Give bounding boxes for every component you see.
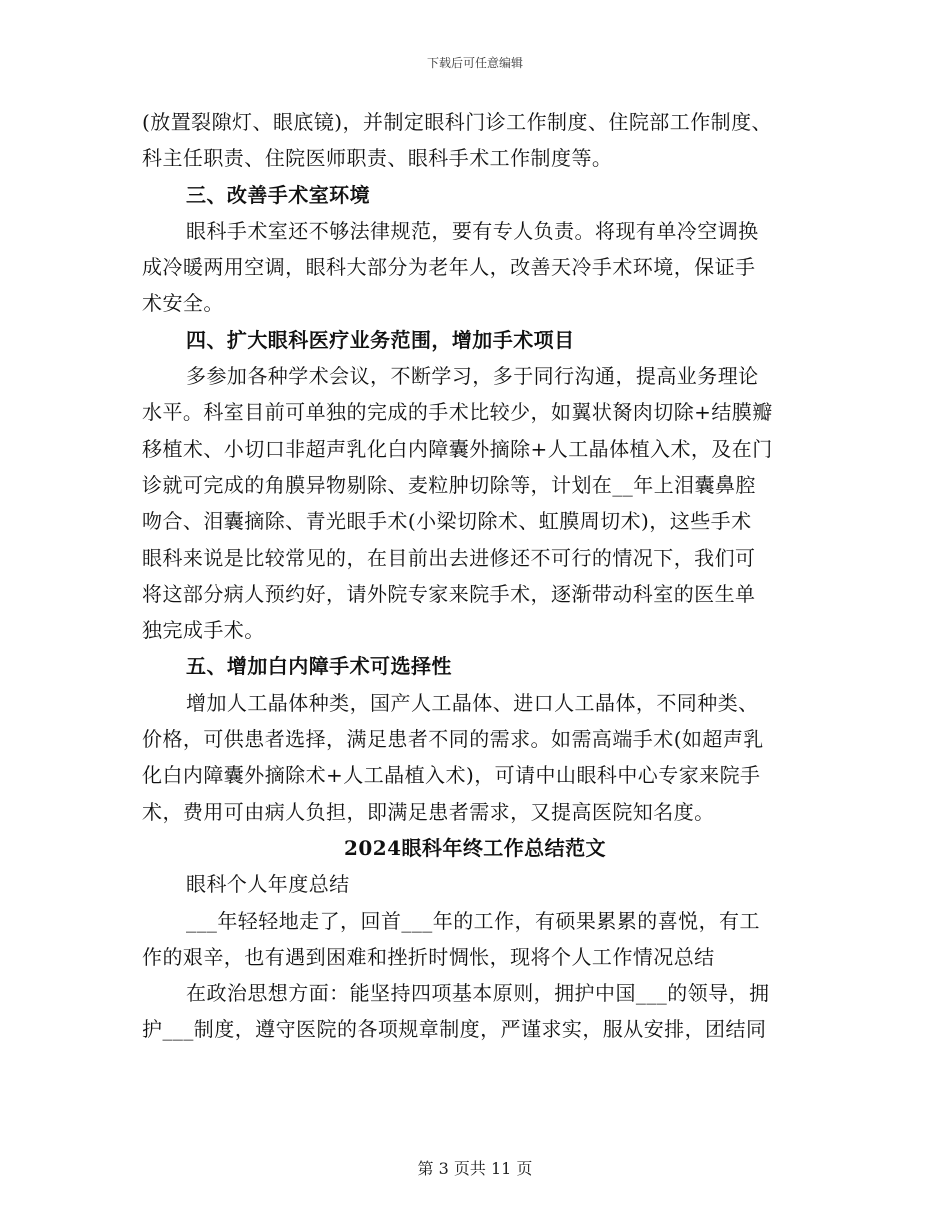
text-line: 术，费用可由病人负担，即满足患者需求，又提高医院知名度。: [142, 799, 715, 824]
text-line: 科主任职责、住院医师职责、眼科手术工作制度等。: [142, 146, 613, 171]
text-line: 吻合、泪囊摘除、青光眼手术(小梁切除术、虹膜周切术)，这些手术: [142, 509, 752, 534]
page-header: 下载后可任意编辑: [426, 56, 523, 70]
section-heading: 五、增加白内障手术可选择性: [186, 654, 452, 679]
text-line: 护___制度，遵守医院的各项规章制度，严谨求实，服从安排，团结同: [142, 1017, 767, 1042]
text-line: 术安全。: [142, 291, 224, 316]
text-line: 诊就可完成的角膜异物剔除、麦粒肿切除等，计划在__年上泪囊鼻腔: [142, 472, 756, 497]
text-line: 将这部分病人预约好，请外院专家来院手术，逐渐带动科室的医生单: [142, 581, 756, 606]
text-line: 作的艰辛，也有遇到困难和挫折时惆怅，现将个人工作情况总结: [142, 944, 715, 969]
section-heading: 四、扩大眼科医疗业务范围，增加手术项目: [186, 327, 575, 352]
text-line: 成冷暖两用空调，眼科大部分为老年人，改善天冷手术环境，保证手: [142, 255, 756, 280]
text-line: 独完成手术。: [142, 618, 265, 643]
text-line: 在政治思想方面：能坚持四项基本原则，拥护中国___的领导，拥: [186, 981, 770, 1006]
page-footer: 第 3 页共 11 页: [417, 1159, 533, 1178]
text-line: 价格，可供患者选择，满足患者不同的需求。如需高端手术(如超声乳: [142, 727, 764, 752]
text-line: 移植术、小切口非超声乳化白内障囊外摘除+人工晶体植入术，及在门: [142, 436, 773, 461]
section-title: 2024眼科年终工作总结范文: [344, 835, 606, 860]
text-line: 化白内障囊外摘除术+人工晶植入术)，可请中山眼科中心专家来院手: [142, 763, 761, 788]
text-line: (放置裂隙灯、眼底镜)，并制定眼科门诊工作制度、住院部工作制度、: [142, 110, 773, 134]
text-line: 眼科来说是比较常见的，在目前出去进修还不可行的情况下，我们可: [142, 545, 756, 570]
text-line: ___年轻轻地走了，回首___年的工作，有硕果累累的喜悦，有工: [186, 908, 760, 933]
document-body: [142, 104, 808, 1048]
text-line: 眼科手术室还不够法律规范，要有专人负责。将现有单冷空调换: [186, 218, 759, 243]
section-heading: 三、改善手术室环境: [186, 182, 371, 207]
text-line: 水平。科室目前可单独的完成的手术比较少，如翼状胬肉切除+结膜瓣: [142, 400, 773, 425]
text-line: 增加人工晶体种类，国产人工晶体、进口人工晶体，不同种类、: [186, 690, 759, 715]
text-line: 多参加各种学术会议，不断学习，多于同行沟通，提高业务理论: [186, 364, 759, 389]
text-line: 眼科个人年度总结: [186, 872, 350, 897]
